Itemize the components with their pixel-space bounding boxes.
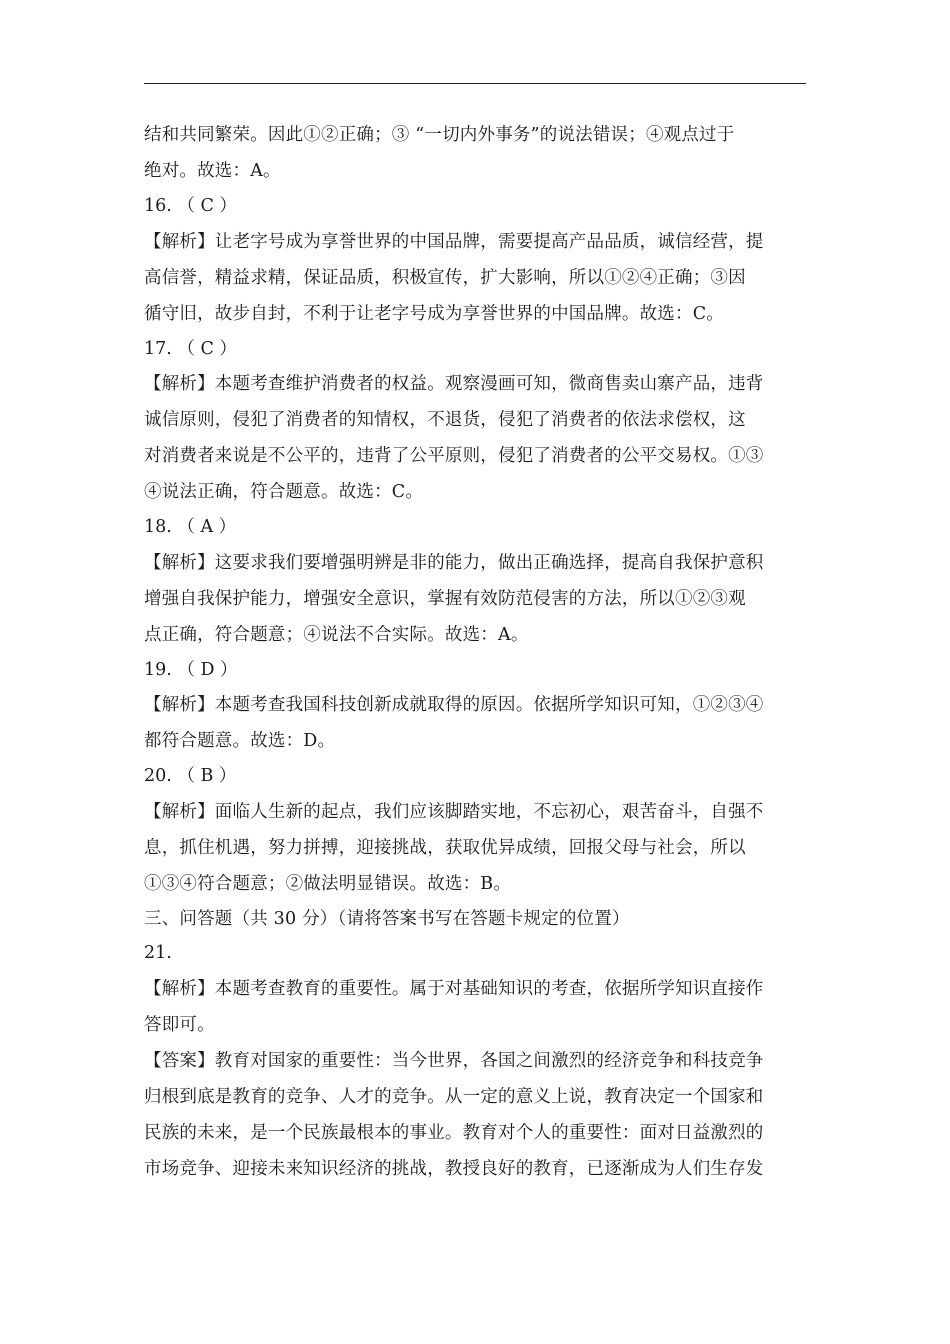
answer-line: 【答案】教育对国家的重要性：当今世界，各国之间激烈的经济竞争和科技竞争	[144, 1050, 764, 1071]
text-line: 高信誉，精益求精，保证品质，积极宣传，扩大影响，所以①②④正确；③因	[144, 267, 746, 288]
question-number: 18. （ A ）	[144, 517, 237, 537]
text-line: 循守旧，故步自封，不利于让老字号成为享誉世界的中国品牌。故选：C。	[144, 303, 724, 324]
analysis-line: 【解析】本题考查维护消费者的权益。观察漫画可知，微商售卖山寨产品，违背	[144, 374, 764, 394]
text-line: 增强自我保护能力，增强安全意识，掌握有效防范侵害的方法，所以①②③观	[144, 588, 746, 609]
question-number: 19. （ D ）	[144, 659, 238, 680]
text-line: 绝对。故选：A。	[144, 161, 281, 181]
analysis-line: 【解析】面临人生新的起点，我们应该脚踏实地，不忘初心，艰苦奋斗，自强不	[144, 801, 764, 822]
text-line: ④说法正确，符合题意。故选：C。	[144, 482, 424, 502]
analysis-line: 【解析】本题考查我国科技创新成就取得的原因。依据所学知识可知，①②③④	[144, 695, 764, 715]
text-line: 结和共同繁荣。因此①②正确；③ “一切内外事务”的说法错误；④观点过于	[144, 125, 735, 145]
analysis-line: 【解析】让老字号成为享誉世界的中国品牌，需要提高产品品质，诚信经营，提	[144, 231, 764, 252]
document-body	[144, 117, 808, 1187]
text-line: 市场竞争、迎接未来知识经济的挑战，教授良好的教育，已逐渐成为人们生存发	[144, 1158, 764, 1179]
text-line: 息，抓住机遇，努力拼搏，迎接挑战，获取优异成绩，回报父母与社会，所以	[144, 837, 746, 858]
analysis-line: 【解析】这要求我们要增强明辨是非的能力，做出正确选择，提高自我保护意积	[144, 552, 764, 573]
section-heading: 三、问答题（共 30 分）（请将答案书写在答题卡规定的位置）	[144, 908, 630, 929]
question-number: 16. （ C ）	[144, 196, 237, 216]
text-line: ①③④符合题意；②做法明显错误。故选：B。	[144, 873, 512, 894]
question-number: 17. （ C ）	[144, 338, 237, 359]
text-line: 民族的未来，是一个民族最根本的事业。教育对个人的重要性：面对日益激烈的	[144, 1122, 764, 1143]
text-line: 诚信原则，侵犯了消费者的知情权，不退货，侵犯了消费者的依法求偿权，这	[144, 410, 746, 430]
text-line: 点正确，符合题意；④说法不合实际。故选：A。	[144, 624, 529, 645]
question-number: 21.	[144, 943, 172, 963]
text-line: 归根到底是教育的竞争、人才的竞争。从一定的意义上说，教育决定一个国家和	[144, 1086, 764, 1107]
header-rule	[144, 83, 806, 84]
question-number: 20. （ B ）	[144, 766, 237, 786]
text-line: 对消费者来说是不公平的，违背了公平原则，侵犯了消费者的公平交易权。①③	[144, 446, 764, 466]
text-line: 答即可。	[144, 1014, 215, 1035]
text-line: 都符合题意。故选：D。	[144, 731, 336, 751]
analysis-line: 【解析】本题考查教育的重要性。属于对基础知识的考查，依据所学知识直接作	[144, 978, 764, 999]
